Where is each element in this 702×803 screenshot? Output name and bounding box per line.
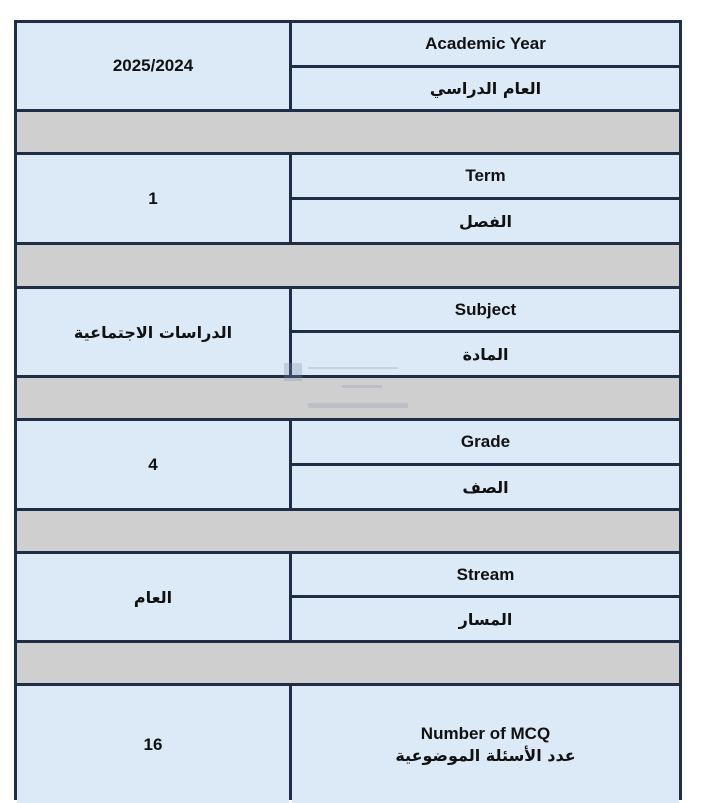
row-mcq-count xyxy=(14,683,682,800)
grade-label-en: Grade xyxy=(292,421,679,463)
row-grade xyxy=(14,418,682,508)
row-separator xyxy=(17,112,679,152)
mcq-count-label-ar: عدد الأسئلة الموضوعية xyxy=(395,745,576,765)
grade-value: 4 xyxy=(17,421,289,508)
mcq-count-label-en: Number of MCQ xyxy=(420,723,551,743)
row-separator xyxy=(17,643,679,683)
mcq-count-label xyxy=(292,686,679,803)
row-separator xyxy=(17,511,679,551)
term-label-ar: الفصل xyxy=(292,200,679,242)
grade-label-ar: الصف xyxy=(292,466,679,508)
info-table xyxy=(14,20,682,800)
row-separator xyxy=(17,378,679,418)
row-academic-year xyxy=(14,20,682,109)
academic-year-label-en: Academic Year xyxy=(292,23,679,65)
row-stream xyxy=(14,551,682,640)
academic-year-value: 2025/2024 xyxy=(17,23,289,109)
academic-year-label-ar: العام الدراسي xyxy=(292,68,679,109)
subject-value: الدراسات الاجتماعية xyxy=(17,289,289,375)
mcq-count-value: 16 xyxy=(17,686,289,803)
row-term xyxy=(14,152,682,242)
stream-label-en: Stream xyxy=(292,554,679,595)
term-value: 1 xyxy=(17,155,289,242)
subject-label-en: Subject xyxy=(292,289,679,330)
row-separator xyxy=(17,245,679,286)
subject-label-ar: المادة xyxy=(292,333,679,375)
term-label-en: Term xyxy=(292,155,679,197)
stream-label-ar: المسار xyxy=(292,598,679,640)
stream-value: العام xyxy=(17,554,289,640)
row-subject xyxy=(14,286,682,375)
